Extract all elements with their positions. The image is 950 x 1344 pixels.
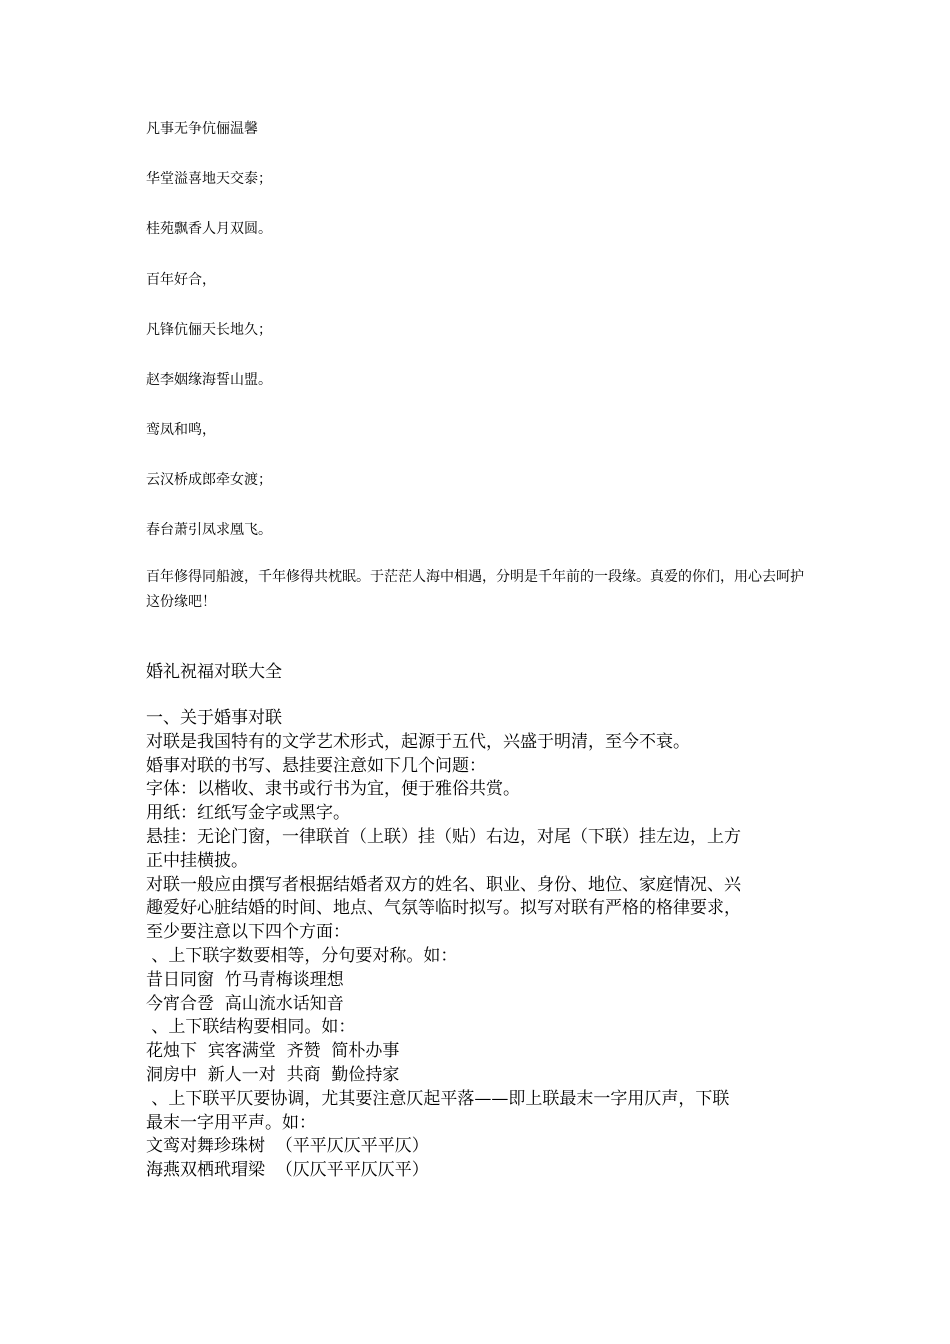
body-line: 、上下联字数要相等，分句要对称。如： <box>146 945 458 966</box>
couplet-line: 凡事无争伉俪温馨 <box>146 121 258 137</box>
body-line: 、上下联平仄要协调，尤其要注意仄起平落——即上联最末一字用仄声，下联 <box>146 1088 730 1109</box>
body-line: 婚事对联的书写、悬挂要注意如下几个问题： <box>146 755 486 776</box>
couplet-line: 凡锋伉俪天长地久； <box>146 322 272 338</box>
body-line: 趣爱好心脏结婚的时间、地点、气氛等临时拟写。拟写对联有严格的格律要求， <box>146 898 741 919</box>
body-line: 字体：以楷收、隶书或行书为宜，便于雅俗共赏。 <box>146 779 520 800</box>
couplet-line: 桂苑飘香人月双圆。 <box>146 221 272 237</box>
section-title: 婚礼祝福对联大全 <box>146 662 282 682</box>
body-line: 花烛下 宾客满堂 齐赞 简朴办事 <box>146 1041 400 1062</box>
body-line: 最末一字用平声。如： <box>146 1112 316 1133</box>
couplet-line: 赵李姻缘海誓山盟。 <box>146 372 272 388</box>
body-line: 今宵合卺 高山流水话知音 <box>146 993 344 1014</box>
couplet-line: 华堂溢喜地天交泰； <box>146 171 272 187</box>
body-line: 用纸：红纸写金字或黑字。 <box>146 803 350 824</box>
body-line: 文鸾对舞珍珠树 （平平仄仄平平仄） <box>146 1136 429 1157</box>
body-line: 对联是我国特有的文学艺术形式，起源于五代，兴盛于明清，至今不衰。 <box>146 731 690 752</box>
body-line: 、上下联结构要相同。如： <box>146 1017 356 1038</box>
body-line: 洞房中 新人一对 共商 勤俭持家 <box>146 1064 400 1085</box>
body-line: 正中挂横披。 <box>146 850 248 871</box>
couplet-line: 百年好合， <box>146 272 216 288</box>
body-line: 悬挂：无论门窗，一律联首（上联）挂（贴）右边，对尾（下联）挂左边，上方 <box>146 826 741 847</box>
body-line: 对联一般应由撰写者根据结婚者双方的姓名、职业、身份、地位、家庭情况、兴 <box>146 874 741 895</box>
couplet-line: 鸾凤和鸣， <box>146 422 216 438</box>
body-line: 至少要注意以下四个方面： <box>146 922 350 943</box>
body-text <box>146 707 816 1183</box>
body-line: 昔日同窗 竹马青梅谈理想 <box>146 969 344 990</box>
couplet-line: 云汉桥成郎牵女渡； <box>146 472 272 488</box>
body-line: 海燕双栖玳瑁梁 （仄仄平平仄仄平） <box>146 1160 429 1181</box>
body-line: 一、关于婚事对联 <box>146 708 282 728</box>
couplet-line: 春台萧引凤求凰飞。 <box>146 522 272 538</box>
blessing-paragraph: 百年修得同船渡，千年修得共枕眠。于茫茫人海中相遇，分明是千年前的一段缘。真爱的你们，用心去呵护这份缘吧！ <box>146 569 804 610</box>
